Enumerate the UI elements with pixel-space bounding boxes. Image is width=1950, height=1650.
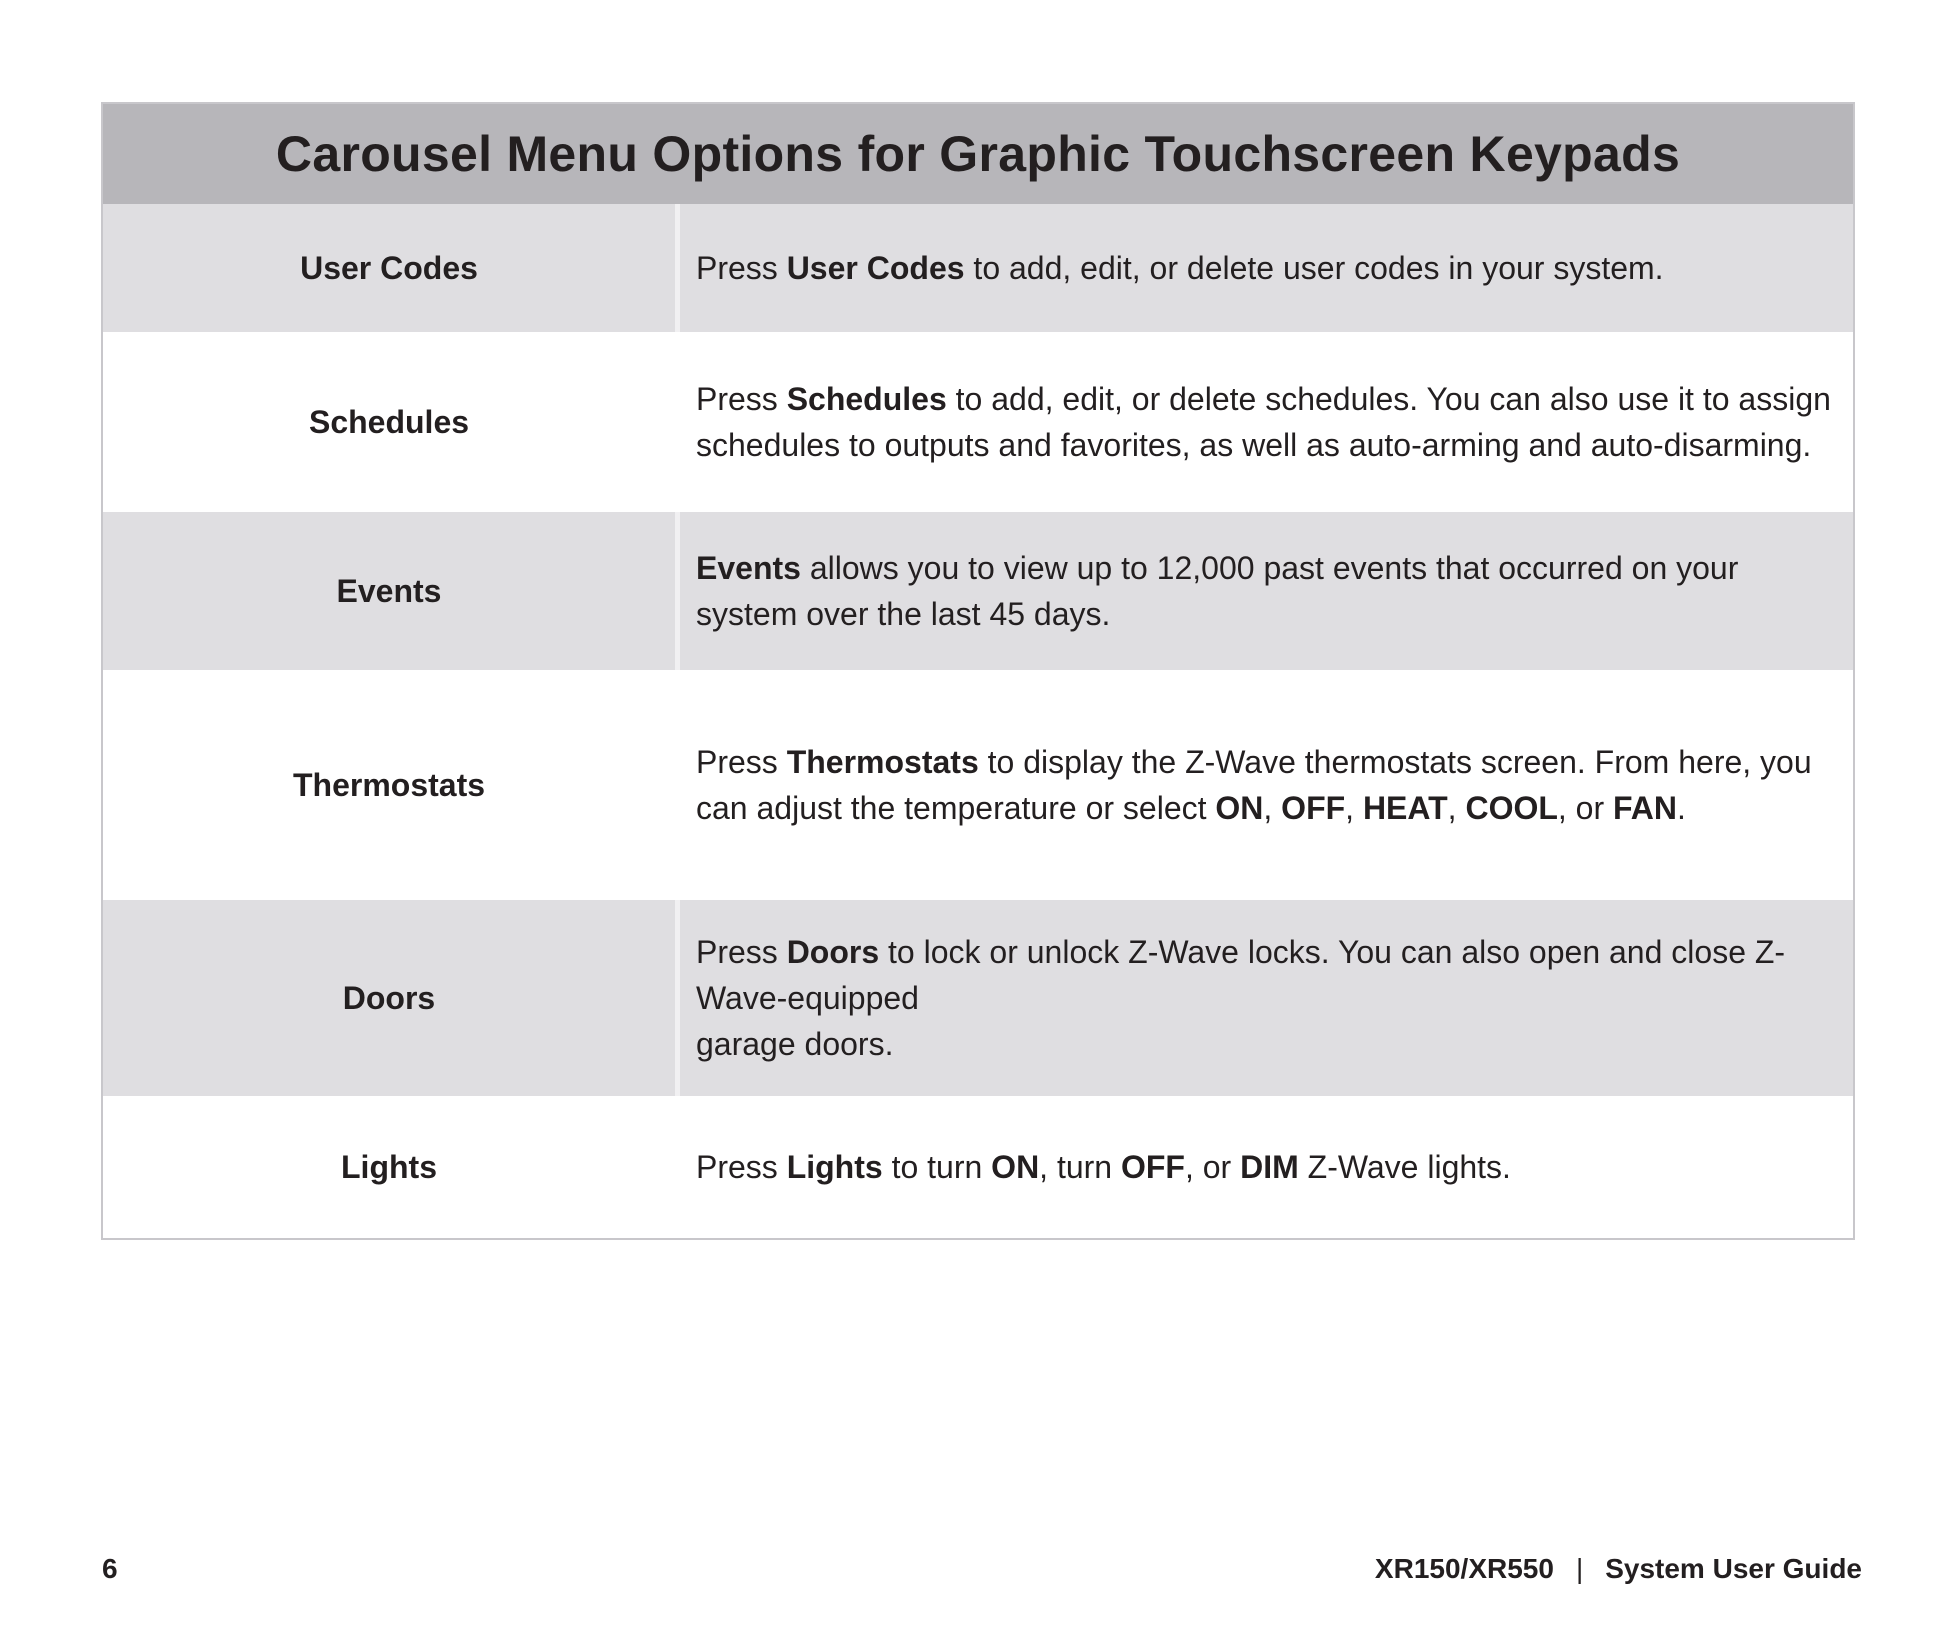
table-title-bar <box>103 104 1853 204</box>
description-text: allows you to view up to 12,000 past events that occurred on your system over the last 45 days. <box>696 550 1739 632</box>
table-row <box>103 900 1853 1096</box>
description-bold-text: FAN <box>1613 790 1678 826</box>
footer-guide-title <box>1375 1553 1862 1585</box>
option-name: Events <box>336 572 442 609</box>
description-text: , turn <box>1039 1149 1121 1185</box>
description-bold-text: OFF <box>1281 790 1346 826</box>
description-bold-text: ON <box>1215 790 1264 826</box>
option-description <box>680 1096 1853 1238</box>
description-bold-text: Doors <box>786 934 880 970</box>
description-text: Press <box>696 1149 787 1185</box>
description-text: , <box>1345 790 1363 826</box>
table-row <box>103 670 1853 900</box>
table-row <box>103 1096 1853 1238</box>
menu-options-table <box>101 102 1855 1240</box>
table-row <box>103 512 1853 670</box>
description-text: , <box>1447 790 1466 826</box>
option-description <box>680 512 1853 670</box>
footer-separator: | <box>1575 1553 1584 1584</box>
description-text: , <box>1263 790 1282 826</box>
table-row <box>103 332 1853 512</box>
option-name: User Codes <box>300 249 478 286</box>
description-bold-text: Schedules <box>786 381 947 417</box>
option-description <box>680 204 1853 332</box>
description-text: , or <box>1557 790 1614 826</box>
description-text: to add, edit, or delete schedules. You can also use it to assign schedules to outputs and favorites, as well as auto-arming and auto-disarming. <box>696 381 1831 463</box>
description-text: to turn <box>882 1149 992 1185</box>
option-description <box>680 332 1853 512</box>
footer-guide: System User Guide <box>1605 1553 1862 1584</box>
description-bold-text: ON <box>991 1149 1040 1185</box>
description-text: Press <box>696 744 787 780</box>
option-description <box>680 900 1853 1096</box>
description-text: Press <box>696 934 787 970</box>
description-bold-text: HEAT <box>1362 790 1448 826</box>
description-bold-text: OFF <box>1120 1149 1185 1185</box>
description-text: , or <box>1184 1149 1241 1185</box>
description-bold-text: User Codes <box>786 250 965 286</box>
description-text: to lock or unlock Z-Wave locks. You can also open and close Z-Wave-equipped <box>696 934 1786 1016</box>
description-text: . <box>1677 790 1686 826</box>
option-name: Lights <box>341 1148 437 1185</box>
description-text: Z-Wave lights. <box>1298 1149 1511 1185</box>
footer-model: XR150/XR550 <box>1374 1553 1554 1584</box>
page-number: 6 <box>102 1553 118 1584</box>
table-title: Carousel Menu Options for Graphic Touchscreen Keypads <box>275 126 1681 182</box>
option-description <box>680 670 1853 900</box>
option-name: Doors <box>342 979 436 1016</box>
description-text: Press <box>696 381 787 417</box>
description-text: to display the Z-Wave thermostats screen. From here, you can adjust the temperature or select <box>696 744 1812 826</box>
description-text: Press <box>696 250 787 286</box>
description-bold-text: Thermostats <box>786 744 979 780</box>
description-bold-text: DIM <box>1240 1149 1299 1185</box>
table-row <box>103 204 1853 332</box>
option-name: Schedules <box>308 403 470 440</box>
description-bold-text: Events <box>696 550 801 586</box>
description-text: garage doors. <box>696 1026 894 1062</box>
description-bold-text: COOL <box>1465 790 1558 826</box>
option-name: Thermostats <box>292 766 486 803</box>
description-bold-text: Lights <box>786 1149 883 1185</box>
description-text: to add, edit, or delete user codes in your system. <box>964 250 1664 286</box>
